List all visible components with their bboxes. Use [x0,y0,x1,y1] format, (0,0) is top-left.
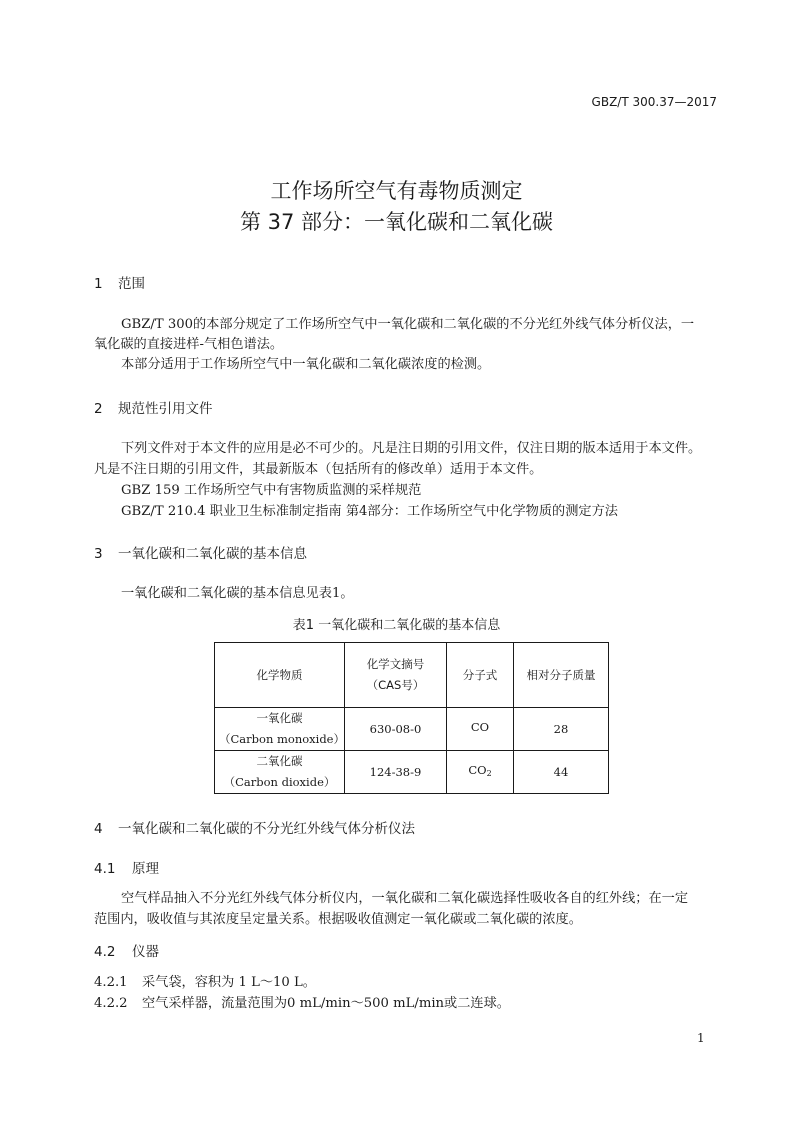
cell-cas: 124-38-9 [345,751,447,794]
section-heading-ndir-method [94,817,415,837]
cell-formula [447,708,514,751]
substance-en: （Carbon dioxide） [223,775,336,789]
section-heading-basic-info [94,542,307,562]
formula-subscript: 2 [486,769,492,778]
page-number: 1 [697,1031,705,1045]
document-title: 工作场所空气有毒物质测定 [270,179,523,203]
apparatus-item [94,992,510,1011]
item-text: 采气袋，容积为 1 L～10 L。 [142,975,316,990]
substance-cn: 一氧化碳 [256,711,303,725]
subsection-title: 仪器 [132,944,159,960]
header-cas [345,643,447,708]
paragraph-line: 氧化碳的直接进样-气相色谱法。 [94,337,284,352]
table-header-row [215,643,609,708]
header-cas-line2: （CAS号） [366,678,425,692]
standard-code: GBZ/T 300.37—2017 [591,95,717,109]
item-text: 空气采样器，流量范围为0 mL/min～500 mL/min或二连球。 [142,996,510,1011]
section-number: 4 [94,821,103,837]
apparatus-item [94,971,316,990]
section-number: 2 [94,401,103,417]
subsection-title: 原理 [132,861,159,877]
subsection-number: 4.1 [94,861,116,877]
cell-substance [215,708,345,751]
item-number: 4.2.2 [94,996,128,1011]
paragraph-line: 空气样品抽入不分光红外线气体分析仪内，一氧化碳和二氧化碳选择性吸收各自的红外线；在一定 [121,891,689,906]
table-row [215,751,609,794]
header-formula: 分子式 [447,643,514,708]
paragraph-line: GBZ/T 300的本部分规定了工作场所空气中一氧化碳和二氧化碳的不分光红外线气体分析仪法，一 [121,317,695,332]
section-title: 一氧化碳和二氧化碳的不分光红外线气体分析仪法 [118,821,415,837]
substance-en: （Carbon monoxide） [219,732,345,746]
cell-substance [215,751,345,794]
item-number: 4.2.1 [94,975,128,990]
document-subtitle: 第 37 部分：一氧化碳和二氧化碳 [239,210,554,234]
section-heading-scope [94,272,145,292]
substance-cn: 二氧化碳 [256,754,303,768]
section-title: 范围 [118,276,145,292]
subsection-heading-principle [94,857,159,877]
section-number: 3 [94,546,103,562]
section-title: 一氧化碳和二氧化碳的基本信息 [118,546,307,562]
section-title: 规范性引用文件 [118,401,213,417]
reference-item: GBZ/T 210.4 职业卫生标准制定指南 第4部分：工作场所空气中化学物质的测定方法 [121,504,618,519]
reference-item: GBZ 159 工作场所空气中有害物质监测的采样规范 [121,483,422,498]
section-heading-normative-references [94,397,213,417]
paragraph-line: 凡是不注日期的引用文件，其最新版本（包括所有的修改单）适用于本文件。 [94,462,543,477]
paragraph-line: 本部分适用于工作场所空气中一氧化碳和二氧化碳浓度的检测。 [121,357,491,372]
subsection-heading-apparatus [94,940,159,960]
cell-mass: 44 [514,751,609,794]
section-number: 1 [94,276,103,292]
cell-cas: 630-08-0 [345,708,447,751]
paragraph-line: 下列文件对于本文件的应用是必不可少的。凡是注日期的引用文件，仅注日期的版本适用于本文件。 [121,441,702,456]
header-molecular-mass: 相对分子质量 [514,643,609,708]
formula-base: CO [468,763,487,777]
paragraph-line: 一氧化碳和二氧化碳的基本信息见表1。 [121,586,354,601]
paragraph-line: 范围内，吸收值与其浓度呈定量关系。根据吸收值测定一氧化碳或二氧化碳的浓度。 [94,912,582,927]
cell-mass: 28 [514,708,609,751]
formula-base: CO [470,720,490,734]
table-row [215,708,609,751]
table-title: 表1 一氧化碳和二氧化碳的基本信息 [292,618,501,633]
header-cas-line1: 化学文摘号 [366,657,425,671]
subsection-number: 4.2 [94,944,116,960]
basic-info-table [214,642,609,794]
header-substance: 化学物质 [215,643,345,708]
cell-formula [447,751,514,794]
